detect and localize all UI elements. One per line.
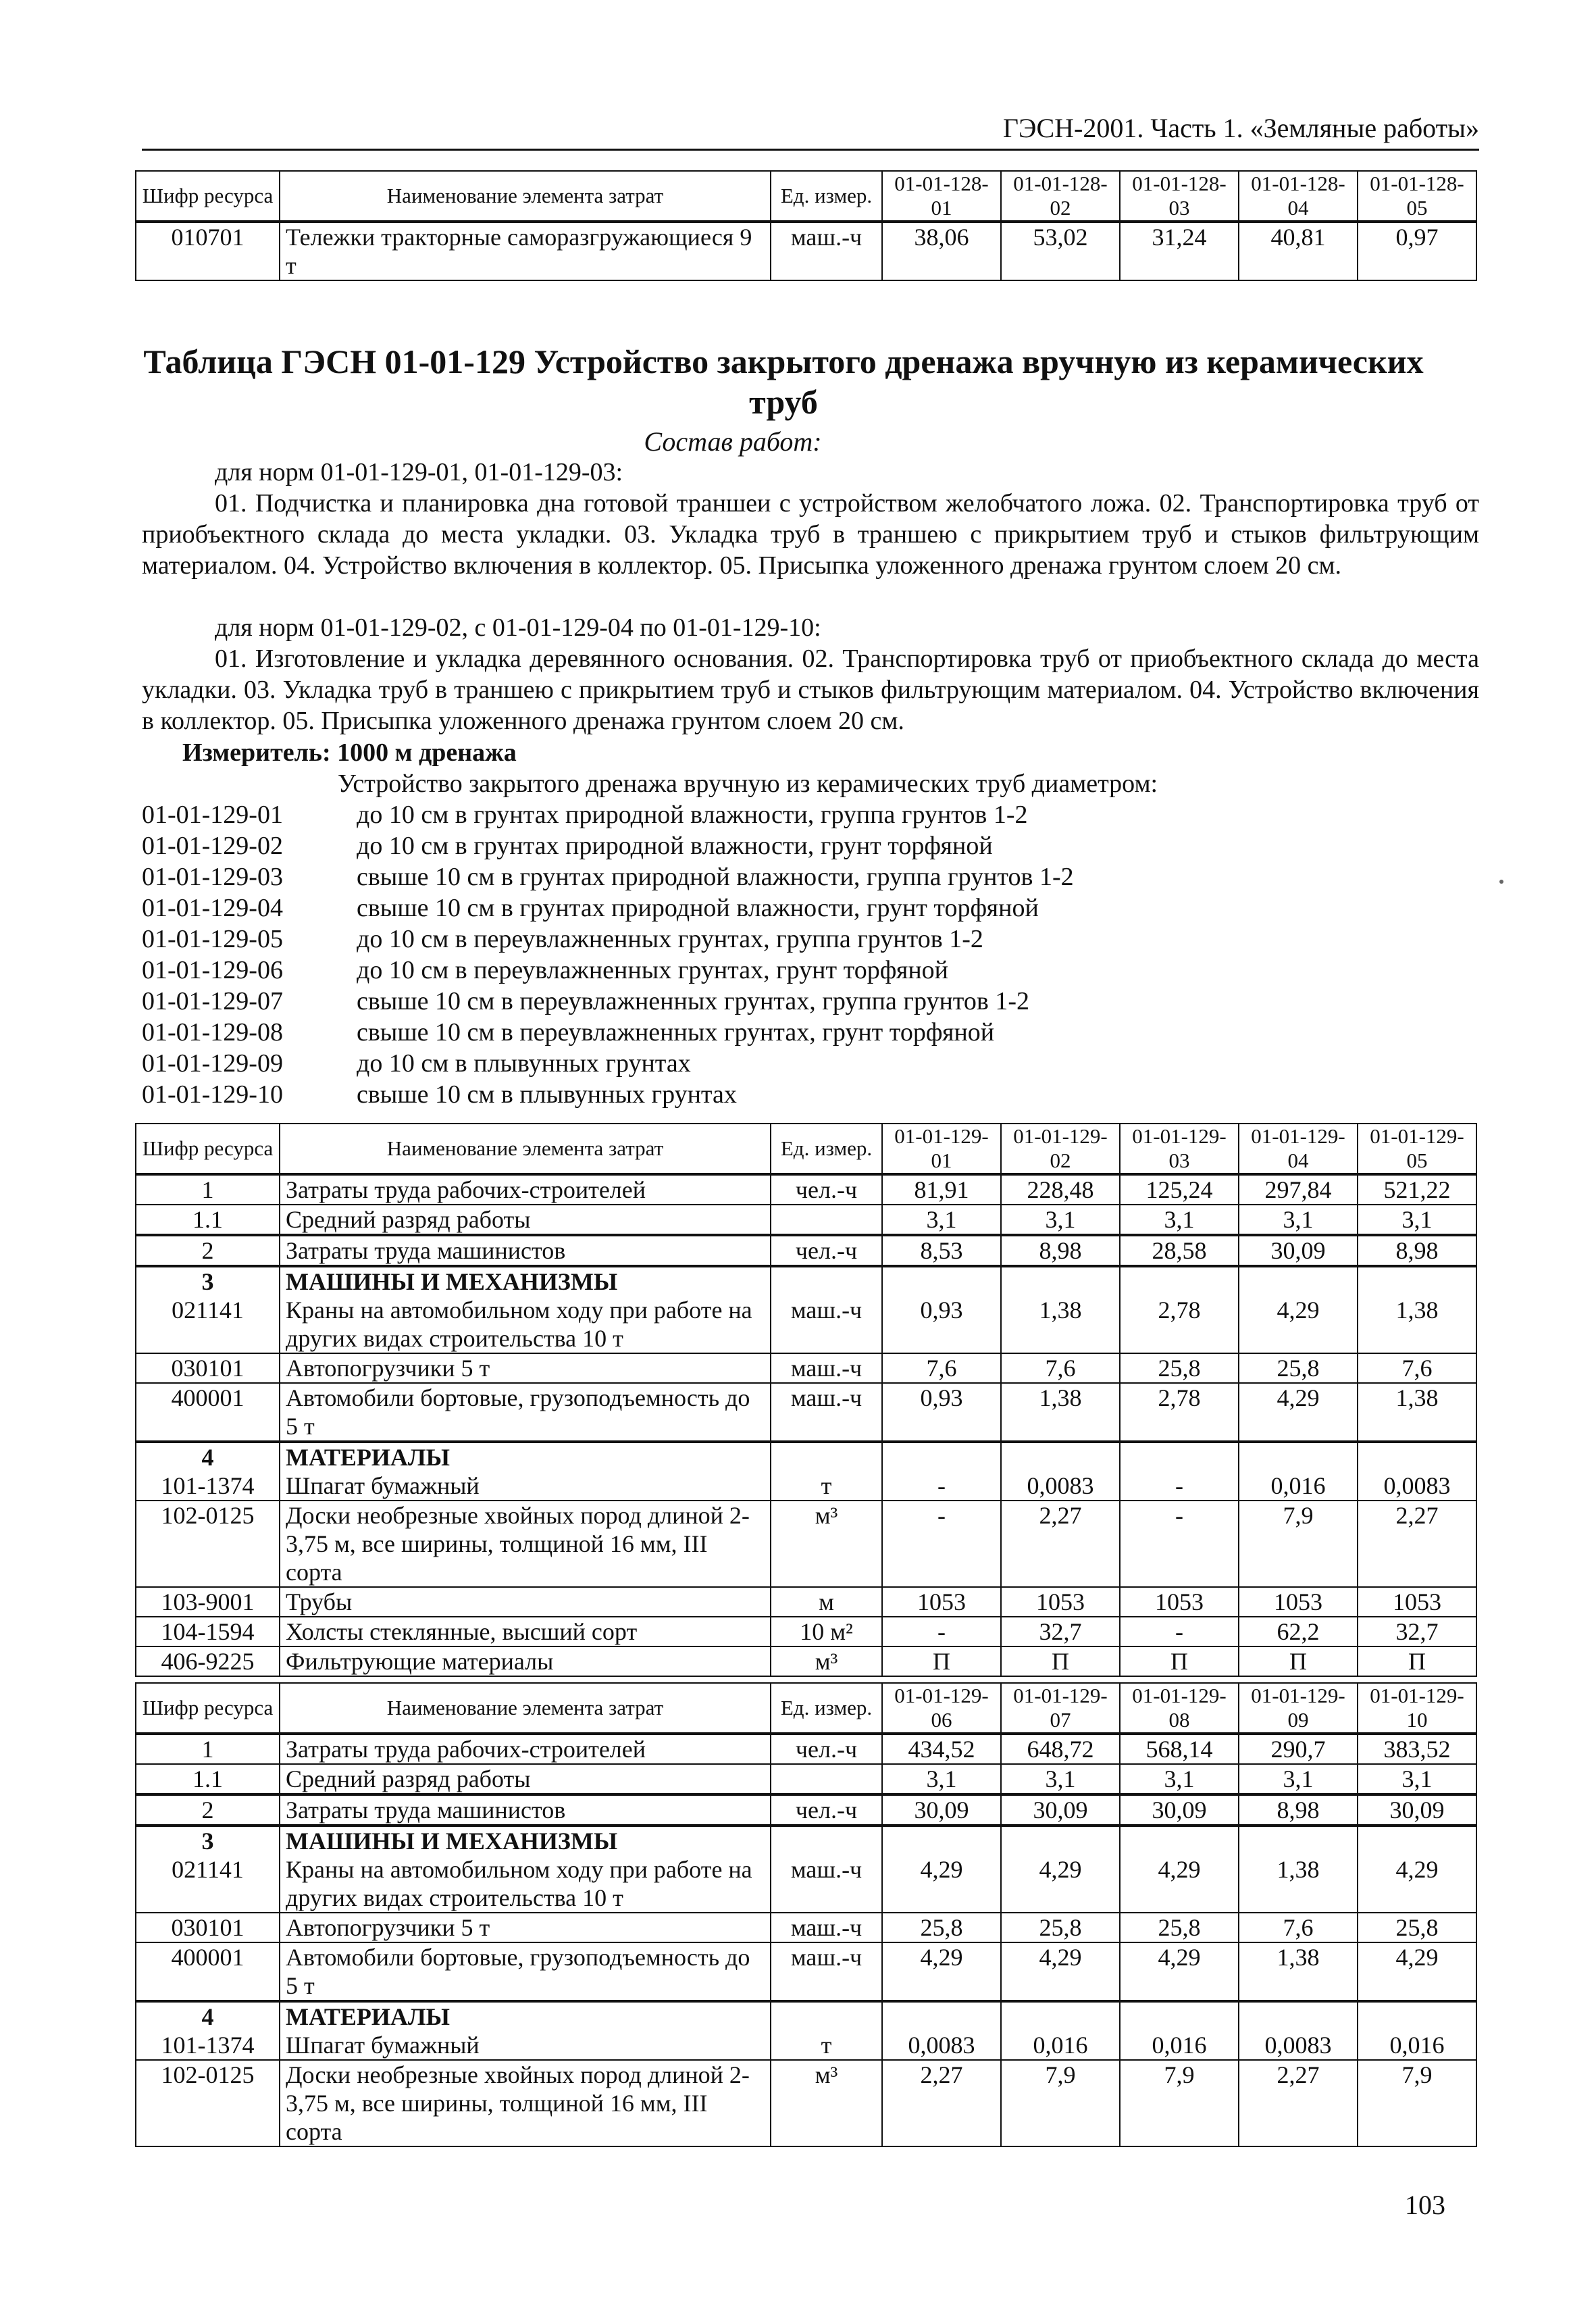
table-row [136,1826,1476,1855]
norm-value-cell: П [882,1646,1001,1676]
norm-value-cell: 1053 [1358,1587,1476,1617]
col-header-norm: 01-01-129-09 [1239,1683,1358,1734]
norm-value-cell: 0,016 [1001,2031,1120,2060]
unit-cell: маш.-ч [771,1383,882,1442]
table-row [136,1855,1476,1913]
norm-value-cell: 30,09 [1358,1794,1476,1826]
norm-value-cell: 4,29 [1239,1383,1358,1442]
resource-code-cell: 2 [136,1794,280,1826]
col-header-unit: Ед. измер. [771,1683,882,1734]
norm-value-cell: 1053 [1120,1587,1239,1617]
table-row [136,222,1476,280]
norm-value-cell: 3,1 [1120,1764,1239,1794]
table-row [136,2001,1476,2031]
norm-variant [142,800,1479,831]
table-row [136,1617,1476,1646]
resource-code-cell: 1 [136,1174,280,1205]
resource-code-cell: 104-1594 [136,1617,280,1646]
norm-group-label: для норм 01-01-129-02, с 01-01-129-04 по 01-01-129-10: [215,613,821,642]
composition-label: Состав работ: [644,426,822,457]
table-row [136,1442,1476,1472]
unit-cell: м³ [771,1501,882,1587]
norm-value-cell: 2,27 [1001,1501,1120,1587]
col-header-unit: Ед. измер. [771,171,882,222]
norm-variant-description: до 10 см в грунтах природной влажности, группа грунтов 1-2 [357,801,1028,829]
norm-variant [142,862,1479,893]
norm-value-cell: П [1239,1646,1358,1676]
norm-value-cell [1239,2001,1358,2031]
norm-value-cell: 3,1 [1239,1764,1358,1794]
norm-value-cell: 7,9 [1239,1501,1358,1587]
norm-value-cell: 7,9 [1358,2060,1476,2146]
norm-value-cell: 32,7 [1001,1617,1120,1646]
norm-value-cell: 30,09 [1120,1794,1239,1826]
norm-value-cell: 4,29 [1001,1855,1120,1913]
unit-cell: м³ [771,1646,882,1676]
norm-value-cell: 4,29 [882,1855,1001,1913]
table-row [136,1296,1476,1353]
norm-variant-code: 01-01-129-05 [142,925,283,953]
norm-value-cell: 0,0083 [1358,1472,1476,1501]
col-header-code: Шифр ресурса [136,171,280,222]
norm-value-cell: 62,2 [1239,1617,1358,1646]
col-header-norm: 01-01-129-02 [1001,1124,1120,1174]
resource-code-cell: 1.1 [136,1764,280,1794]
cost-element-name-cell: Шпагат бумажный [280,2031,771,2060]
norm-variant [142,924,1479,955]
resource-code-cell: 030101 [136,1913,280,1942]
norm-value-cell: 297,84 [1239,1174,1358,1205]
scan-artifact [1499,880,1503,884]
running-header: ГЭСН-2001. Часть 1. «Земляные работы» [142,108,1479,151]
unit-cell: чел.-ч [771,1235,882,1266]
resource-code-cell: 030101 [136,1353,280,1383]
table-title: Таблица ГЭСН 01-01-129 Устройство закрытого дренажа вручную из керамических труб [143,343,1424,421]
norm-variant-description: до 10 см в плывунных грунтах [357,1049,691,1078]
norm-value-cell: 0,93 [882,1383,1001,1442]
resource-code-cell: 4 [136,1442,280,1472]
norm-variant-description: до 10 см в переувлажненных грунтах, грунт торфяной [357,956,949,984]
unit-cell: т [771,1472,882,1501]
norm-variant [142,955,1479,986]
norm-value-cell: 568,14 [1120,1734,1239,1764]
cost-element-name-cell: Тележки тракторные саморазгружающиеся 9 т [280,222,771,280]
cost-element-name-cell: Затраты труда рабочих-строителей [280,1734,771,1764]
resource-code-cell: 3 [136,1266,280,1296]
norm-variant [142,893,1479,924]
norm-value-cell: 4,29 [1239,1296,1358,1353]
norm-value-cell: 30,09 [882,1794,1001,1826]
norm-value-cell: 0,016 [1120,2031,1239,2060]
norm-value-cell: 383,52 [1358,1734,1476,1764]
norm-value-cell [1120,1266,1239,1296]
table-row [136,1764,1476,1794]
col-header-norm: 01-01-129-10 [1358,1683,1476,1734]
norm-value-cell [882,1442,1001,1472]
norm-value-cell: 0,016 [1239,1472,1358,1501]
resource-code-cell: 021141 [136,1855,280,1913]
resource-code-cell: 102-0125 [136,2060,280,2146]
resource-code-cell: 101-1374 [136,1472,280,1501]
table-row [136,1501,1476,1587]
norm-value-cell: 25,8 [1239,1353,1358,1383]
unit-cell [771,1205,882,1235]
cost-element-name-cell: Затраты труда рабочих-строителей [280,1174,771,1205]
resource-table-1 [135,1123,1477,1677]
work-composition-text: 01. Подчистка и планировка дна готовой траншеи с устройством желобчатого ложа. 02. Транспортировка труб от приобъектного склада до места укладки. 03. Укладка труб в траншею с прикрытием труб и стыков фильтрующим материалом. 04. Устройство включения в коллектор. 05. Присыпка уложенного дренажа грунтом слоем 20 см. [142,489,1479,580]
norm-value-cell: 30,09 [1001,1794,1120,1826]
cost-element-name-cell: Затраты труда машинистов [280,1235,771,1266]
norm-value-cell: 7,6 [1001,1353,1120,1383]
norm-value-cell: 1,38 [1001,1383,1120,1442]
norm-value-cell: 434,52 [882,1734,1001,1764]
norm-value-cell [882,2001,1001,2031]
variants-intro: Устройство закрытого дренажа вручную из керамических труб диаметром: [338,770,1158,798]
norm-value-cell: 3,1 [1001,1205,1120,1235]
norm-value-cell: 25,8 [1001,1913,1120,1942]
col-header-name: Наименование элемента затрат [280,1124,771,1174]
table-row [136,1353,1476,1383]
norm-value-cell: - [1120,1617,1239,1646]
resource-code-cell: 3 [136,1826,280,1855]
norm-value-cell: 53,02 [1001,222,1120,280]
norm-value-cell: 0,0083 [1239,2031,1358,2060]
cost-element-name-cell: Трубы [280,1587,771,1617]
resource-code-cell: 1.1 [136,1205,280,1235]
norm-value-cell: 3,1 [882,1764,1001,1794]
norm-value-cell: 8,98 [1358,1235,1476,1266]
norm-value-cell: 521,22 [1358,1174,1476,1205]
unit-cell: маш.-ч [771,1913,882,1942]
norm-value-cell: - [882,1472,1001,1501]
unit-cell: маш.-ч [771,1855,882,1913]
table-row [136,1383,1476,1442]
norm-value-cell: 4,29 [1120,1942,1239,2001]
norm-value-cell: - [1120,1472,1239,1501]
norm-value-cell: 228,48 [1001,1174,1120,1205]
norm-value-cell [882,1266,1001,1296]
norm-value-cell: 648,72 [1001,1734,1120,1764]
norm-variant-description: свыше 10 см в переувлажненных грунтах, грунт торфяной [357,1018,995,1047]
cost-element-name-cell: Краны на автомобильном ходу при работе на других видах строительства 10 т [280,1296,771,1353]
norm-value-cell: 40,81 [1239,222,1358,280]
table-row [136,1913,1476,1942]
unit-cell: т [771,2031,882,2060]
norm-value-cell: 4,29 [882,1942,1001,2001]
norm-value-cell [882,1826,1001,1855]
continuation-table [135,170,1477,281]
norm-value-cell: 3,1 [1120,1205,1239,1235]
norm-value-cell: 31,24 [1120,222,1239,280]
norm-value-cell: 0,016 [1358,2031,1476,2060]
cost-element-name-cell: Доски необрезные хвойных пород длиной 2-3,75 м, все ширины, толщиной 16 мм, III сорта [280,1501,771,1587]
norm-value-cell: 7,6 [882,1353,1001,1383]
unit-cell: м³ [771,2060,882,2146]
resource-code-cell: 101-1374 [136,2031,280,2060]
table-row [136,2060,1476,2146]
norm-value-cell: 8,98 [1239,1794,1358,1826]
norm-variant-code: 01-01-129-03 [142,863,283,891]
norm-variant-description: до 10 см в грунтах природной влажности, грунт торфяной [357,832,993,860]
resource-code-cell: 010701 [136,222,280,280]
cost-element-name-cell: Автопогрузчики 5 т [280,1913,771,1942]
norm-value-cell: 0,97 [1358,222,1476,280]
norm-variant-description: до 10 см в переувлажненных грунтах, группа грунтов 1-2 [357,925,983,953]
norm-value-cell [1001,2001,1120,2031]
work-composition-text: 01. Изготовление и укладка деревянного основания. 02. Транспортировка труб от приобъектного склада до места укладки. 03. Укладка труб в траншею с прикрытием труб и стыков фильтрующим материалом. 04. Устройство включения в коллектор. 05. Присыпка уложенного дренажа грунтом слоем 20 см. [142,645,1479,735]
col-header-norm: 01-01-128-01 [882,171,1001,222]
col-header-code: Шифр ресурса [136,1124,280,1174]
resource-code-cell: 400001 [136,1942,280,2001]
norm-value-cell: 3,1 [1358,1764,1476,1794]
norm-value-cell: 0,0083 [882,2031,1001,2060]
table-row [136,1266,1476,1296]
norm-value-cell: 8,98 [1001,1235,1120,1266]
norm-variant-description: свыше 10 см в плывунных грунтах [357,1080,737,1109]
norm-value-cell: 1053 [1239,1587,1358,1617]
norm-value-cell: 2,78 [1120,1383,1239,1442]
norm-value-cell: 1,38 [1239,1855,1358,1913]
col-header-name: Наименование элемента затрат [280,1683,771,1734]
unit-cell: чел.-ч [771,1794,882,1826]
resource-code-cell: 103-9001 [136,1587,280,1617]
norm-value-cell: 4,29 [1120,1855,1239,1913]
norm-value-cell [1001,1266,1120,1296]
norm-value-cell: 1,38 [1358,1296,1476,1353]
unit-cell: чел.-ч [771,1734,882,1764]
table-row [136,1942,1476,2001]
cost-element-name-cell: Доски необрезные хвойных пород длиной 2-3,75 м, все ширины, толщиной 16 мм, III сорта [280,2060,771,2146]
norm-variant-code: 01-01-129-10 [142,1080,283,1109]
resource-code-cell: 021141 [136,1296,280,1353]
table-row [136,1734,1476,1764]
unit-cell: маш.-ч [771,1296,882,1353]
measurement-unit: Измеритель: 1000 м дренажа [182,738,517,767]
norm-value-cell: 3,1 [882,1205,1001,1235]
norm-variant-description: свыше 10 см в грунтах природной влажности, группа грунтов 1-2 [357,863,1074,891]
norm-value-cell: 4,29 [1358,1855,1476,1913]
norm-value-cell [1120,1442,1239,1472]
norm-variant-description: свыше 10 см в переувлажненных грунтах, группа грунтов 1-2 [357,987,1029,1015]
norm-variant [142,986,1479,1017]
norm-value-cell: 7,9 [1120,2060,1239,2146]
unit-cell: 10 м² [771,1617,882,1646]
norm-value-cell: 3,1 [1239,1205,1358,1235]
norm-value-cell: П [1358,1646,1476,1676]
norm-value-cell: 25,8 [882,1913,1001,1942]
norm-value-cell: 38,06 [882,222,1001,280]
norm-variant [142,1017,1479,1049]
norm-value-cell: 30,09 [1239,1235,1358,1266]
norm-value-cell: 3,1 [1001,1764,1120,1794]
table-row [136,1646,1476,1676]
norm-value-cell: 7,6 [1239,1913,1358,1942]
col-header-norm: 01-01-129-04 [1239,1124,1358,1174]
table-row [136,1174,1476,1205]
norm-variant-description: свыше 10 см в грунтах природной влажности, грунт торфяной [357,894,1039,922]
norm-value-cell [1239,1826,1358,1855]
col-header-norm: 01-01-128-03 [1120,171,1239,222]
norm-value-cell [1120,1826,1239,1855]
norm-value-cell: 2,27 [882,2060,1001,2146]
norm-variant-code: 01-01-129-04 [142,894,283,922]
unit-cell [771,1266,882,1296]
resource-code-cell: 406-9225 [136,1646,280,1676]
col-header-norm: 01-01-128-02 [1001,171,1120,222]
norm-value-cell [1239,1442,1358,1472]
norm-value-cell: 7,6 [1358,1353,1476,1383]
norm-variant [142,831,1479,862]
table-row [136,1235,1476,1266]
col-header-norm: 01-01-129-07 [1001,1683,1120,1734]
cost-element-name-cell: Холсты стеклянные, высший сорт [280,1617,771,1646]
cost-element-name-cell: МАТЕРИАЛЫ [280,2001,771,2031]
resource-code-cell: 4 [136,2001,280,2031]
table-row [136,1587,1476,1617]
norm-value-cell: П [1001,1646,1120,1676]
norm-value-cell [1001,1826,1120,1855]
table-row [136,1205,1476,1235]
col-header-norm: 01-01-129-08 [1120,1683,1239,1734]
norm-value-cell [1120,2001,1239,2031]
col-header-norm: 01-01-128-05 [1358,171,1476,222]
cost-element-name-cell: МАТЕРИАЛЫ [280,1442,771,1472]
norm-value-cell: П [1120,1646,1239,1676]
unit-cell [771,1826,882,1855]
norm-variant-code: 01-01-129-02 [142,832,283,860]
unit-cell: чел.-ч [771,1174,882,1205]
cost-element-name-cell: Затраты труда машинистов [280,1794,771,1826]
unit-cell [771,2001,882,2031]
norm-variant-code: 01-01-129-06 [142,956,283,984]
unit-cell: маш.-ч [771,1353,882,1383]
norm-value-cell: - [882,1501,1001,1587]
resource-table-2 [135,1682,1477,2147]
col-header-norm: 01-01-129-01 [882,1124,1001,1174]
norm-value-cell: 0,0083 [1001,1472,1120,1501]
unit-cell: маш.-ч [771,222,882,280]
unit-cell [771,1442,882,1472]
resource-code-cell: 400001 [136,1383,280,1442]
col-header-unit: Ед. измер. [771,1124,882,1174]
resource-code-cell: 2 [136,1235,280,1266]
col-header-norm: 01-01-129-05 [1358,1124,1476,1174]
norm-variant-code: 01-01-129-07 [142,987,283,1015]
resource-code-cell: 1 [136,1734,280,1764]
cost-element-name-cell: Средний разряд работы [280,1764,771,1794]
norm-value-cell: 7,9 [1001,2060,1120,2146]
norm-value-cell: 0,93 [882,1296,1001,1353]
norm-group-label: для норм 01-01-129-01, 01-01-129-03: [215,458,623,486]
norm-variant-code: 01-01-129-09 [142,1049,283,1078]
norm-variant-code: 01-01-129-01 [142,801,283,829]
norm-variant-code: 01-01-129-08 [142,1018,283,1047]
norm-value-cell: 2,27 [1358,1501,1476,1587]
norm-value-cell: - [1120,1501,1239,1587]
cost-element-name-cell: Автомобили бортовые, грузоподъемность до 5 т [280,1942,771,2001]
norm-value-cell: 2,27 [1239,2060,1358,2146]
cost-element-name-cell: Краны на автомобильном ходу при работе на других видах строительства 10 т [280,1855,771,1913]
norm-value-cell: 3,1 [1358,1205,1476,1235]
cost-element-name-cell: Фильтрующие материалы [280,1646,771,1676]
norm-value-cell: 1,38 [1239,1942,1358,2001]
page-number: 103 [1405,2190,1445,2220]
cost-element-name-cell: Шпагат бумажный [280,1472,771,1501]
norm-value-cell: - [882,1617,1001,1646]
norm-value-cell: 290,7 [1239,1734,1358,1764]
norm-variant [142,1080,1479,1111]
norm-value-cell [1358,1826,1476,1855]
norm-value-cell [1001,1442,1120,1472]
norm-value-cell: 32,7 [1358,1617,1476,1646]
col-header-norm: 01-01-129-06 [882,1683,1001,1734]
norm-value-cell: 81,91 [882,1174,1001,1205]
col-header-norm: 01-01-128-04 [1239,171,1358,222]
unit-cell: м [771,1587,882,1617]
col-header-norm: 01-01-129-03 [1120,1124,1239,1174]
col-header-name: Наименование элемента затрат [280,171,771,222]
table-row [136,1472,1476,1501]
norm-value-cell: 25,8 [1120,1913,1239,1942]
norm-value-cell: 4,29 [1358,1942,1476,2001]
unit-cell [771,1764,882,1794]
norm-variant [142,1049,1479,1080]
cost-element-name-cell: МАШИНЫ И МЕХАНИЗМЫ [280,1826,771,1855]
norm-value-cell: 25,8 [1358,1913,1476,1942]
norm-value-cell [1239,1266,1358,1296]
norm-value-cell [1358,1266,1476,1296]
table-row [136,2031,1476,2060]
cost-element-name-cell: Автомобили бортовые, грузоподъемность до 5 т [280,1383,771,1442]
col-header-code: Шифр ресурса [136,1683,280,1734]
cost-element-name-cell: МАШИНЫ И МЕХАНИЗМЫ [280,1266,771,1296]
norm-value-cell: 25,8 [1120,1353,1239,1383]
norm-value-cell: 1053 [1001,1587,1120,1617]
unit-cell: маш.-ч [771,1942,882,2001]
norm-value-cell: 1,38 [1001,1296,1120,1353]
norm-value-cell: 125,24 [1120,1174,1239,1205]
norm-value-cell: 1,38 [1358,1383,1476,1442]
cost-element-name-cell: Средний разряд работы [280,1205,771,1235]
norm-value-cell: 8,53 [882,1235,1001,1266]
table-row [136,1794,1476,1826]
norm-value-cell [1358,1442,1476,1472]
norm-value-cell: 1053 [882,1587,1001,1617]
resource-code-cell: 102-0125 [136,1501,280,1587]
norm-value-cell: 2,78 [1120,1296,1239,1353]
norm-value-cell [1358,2001,1476,2031]
cost-element-name-cell: Автопогрузчики 5 т [280,1353,771,1383]
norm-value-cell: 28,58 [1120,1235,1239,1266]
norm-value-cell: 4,29 [1001,1942,1120,2001]
